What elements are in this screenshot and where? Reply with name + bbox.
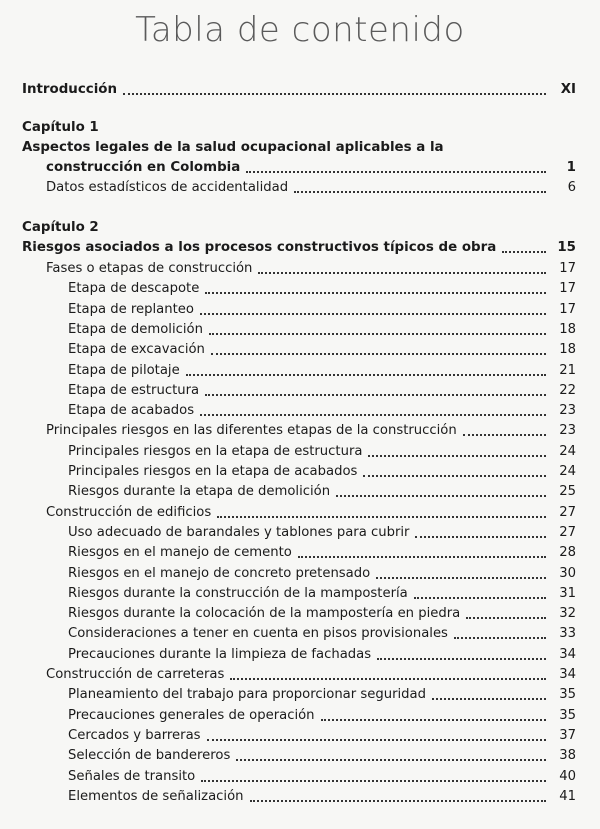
toc-entry[interactable] — [22, 298, 576, 318]
dot-leader — [294, 190, 546, 193]
toc-entry[interactable] — [22, 440, 576, 460]
entry-page: 35 — [559, 687, 576, 703]
entry-label: Etapa de acabados — [68, 403, 195, 419]
dot-leader — [363, 474, 546, 477]
entry-page: 31 — [559, 585, 576, 601]
entry-label: Construcción de edificios — [46, 504, 212, 520]
toc-entry-introduccion[interactable] — [22, 78, 576, 98]
dot-leader — [250, 799, 546, 802]
entry-page: 23 — [559, 423, 576, 439]
entry-label: construcción en Colombia — [46, 160, 241, 175]
entry-page: 25 — [559, 484, 576, 500]
dot-leader — [211, 352, 546, 355]
entry-page: 28 — [559, 545, 576, 561]
toc-entry[interactable] — [22, 338, 576, 358]
entry-label: Etapa de pilotaje — [68, 362, 180, 378]
toc-entry[interactable] — [22, 521, 576, 541]
toc-entry[interactable] — [22, 480, 576, 500]
entry-page: 27 — [559, 524, 576, 540]
toc-entry-chapter-1[interactable] — [22, 156, 576, 176]
dot-leader — [376, 576, 546, 579]
entry-label: Principales riesgos en la etapa de acabados — [68, 464, 358, 479]
entry-page: 21 — [559, 362, 576, 378]
entry-label: Riesgos durante la construcción de la mampostería — [68, 585, 408, 601]
entry-label: Etapa de descapote — [68, 281, 200, 297]
dot-leader — [200, 312, 546, 315]
entry-label: Consideraciones a tener en cuenta en pisos provisionales — [68, 626, 448, 642]
entry-label: Datos estadísticos de accidentalidad — [46, 180, 289, 195]
toc-entry[interactable] — [22, 419, 576, 439]
entry-label: Principales riesgos en las diferentes etapas de la construcción — [46, 423, 457, 439]
entry-label: Riesgos durante la etapa de demolición — [68, 484, 331, 500]
entry-page: 24 — [559, 443, 576, 459]
entry-label: Señales de transito — [68, 768, 196, 784]
toc-entry-datos-estadisticos[interactable] — [22, 176, 576, 196]
dot-leader — [123, 92, 546, 95]
dot-leader — [205, 393, 546, 396]
dot-leader — [321, 718, 546, 721]
toc-entry[interactable] — [22, 724, 576, 744]
entry-page: 34 — [559, 646, 576, 662]
entry-page: 15 — [557, 240, 576, 255]
toc-entry[interactable] — [22, 562, 576, 582]
entry-label: Etapa de excavación — [68, 342, 205, 358]
dot-leader — [201, 779, 546, 782]
entry-label: Precauciones generales de operación — [68, 707, 315, 723]
dot-leader — [415, 535, 546, 538]
entry-label: Riesgos durante la colocación de la mampostería en piedra — [68, 606, 461, 622]
entry-label: Fases o etapas de construcción — [46, 261, 253, 276]
dot-leader — [207, 738, 546, 741]
toc-entry[interactable] — [22, 744, 576, 764]
entry-label: Planeamiento del trabajo para proporcionar seguridad — [68, 687, 427, 703]
toc-entry[interactable] — [22, 501, 576, 521]
dot-leader — [200, 413, 546, 416]
dot-leader — [230, 677, 546, 680]
entry-page: 41 — [559, 788, 576, 804]
dot-leader — [186, 373, 546, 376]
toc-entry[interactable] — [22, 359, 576, 379]
chapter-1-title-line1: Aspectos legales de la salud ocupacional aplicables a la — [22, 140, 444, 155]
dot-leader — [414, 596, 546, 599]
dot-leader — [258, 271, 546, 274]
toc-entry[interactable] — [22, 765, 576, 785]
toc-entry[interactable] — [22, 602, 576, 622]
entry-label: Etapa de estructura — [68, 382, 200, 398]
toc-entry-chapter-2[interactable] — [22, 236, 576, 256]
dot-leader — [246, 170, 546, 173]
entry-page: XI — [560, 82, 576, 97]
entry-page: 34 — [559, 667, 576, 682]
entry-page: 32 — [559, 606, 576, 622]
dot-leader — [209, 332, 546, 335]
toc-entry[interactable] — [22, 257, 576, 277]
entry-label: Elementos de señalización — [68, 788, 244, 804]
toc-entry[interactable] — [22, 683, 576, 703]
dot-leader — [236, 758, 546, 761]
entry-page: 33 — [559, 626, 576, 642]
dot-leader — [217, 515, 546, 518]
entry-page: 23 — [559, 403, 576, 419]
entry-page: 35 — [559, 707, 576, 723]
entry-label: Riesgos en el manejo de concreto pretensado — [68, 565, 371, 581]
chapter-1-heading: Capítulo 1 — [22, 120, 99, 135]
entry-page: 24 — [559, 464, 576, 479]
entry-page: 18 — [559, 342, 576, 358]
entry-label: Etapa de demolición — [68, 321, 203, 337]
entry-label: Principales riesgos en la etapa de estructura — [68, 443, 363, 459]
page-title: Tabla de contenido — [135, 10, 465, 50]
toc-entry[interactable] — [22, 622, 576, 642]
dot-leader — [432, 697, 546, 700]
toc-entry[interactable] — [22, 704, 576, 724]
entry-page: 30 — [559, 565, 576, 581]
entry-label: Riesgos asociados a los procesos constructivos típicos de obra — [22, 240, 497, 255]
entry-label: Cercados y barreras — [68, 727, 201, 743]
entry-page: 27 — [559, 504, 576, 520]
dot-leader — [298, 555, 546, 558]
entry-page: 37 — [559, 727, 576, 743]
toc-entry[interactable] — [22, 460, 576, 480]
dot-leader — [377, 657, 546, 660]
entry-page: 6 — [567, 180, 576, 195]
entry-page: 1 — [566, 160, 576, 175]
toc-entry[interactable] — [22, 785, 576, 805]
entry-label: Construcción de carreteras — [46, 667, 225, 682]
toc-entry[interactable] — [22, 643, 576, 663]
dot-leader — [502, 250, 546, 253]
dot-leader — [368, 454, 546, 457]
entry-page: 17 — [559, 301, 576, 317]
dot-leader — [205, 291, 546, 294]
dot-leader — [454, 636, 546, 639]
toc-entry[interactable] — [22, 318, 576, 338]
entry-page: 17 — [559, 261, 576, 276]
dot-leader — [463, 433, 546, 436]
entry-page: 17 — [559, 281, 576, 297]
entry-label: Introducción — [22, 82, 118, 97]
entry-label: Uso adecuado de barandales y tablones para cubrir — [68, 524, 410, 540]
dot-leader — [336, 494, 546, 497]
entry-page: 40 — [559, 768, 576, 784]
entry-page: 18 — [559, 321, 576, 337]
toc-entry[interactable] — [22, 663, 576, 683]
entry-label: Selección de bandereros — [68, 748, 231, 764]
entry-page: 22 — [559, 382, 576, 398]
dot-leader — [466, 616, 546, 619]
entry-label: Riesgos en el manejo de cemento — [68, 545, 292, 561]
entry-label: Precauciones durante la limpieza de fachadas — [68, 646, 372, 662]
toc-entry[interactable] — [22, 379, 576, 399]
entry-label: Etapa de replanteo — [68, 301, 194, 317]
entry-page: 38 — [559, 748, 576, 764]
toc-entry[interactable] — [22, 582, 576, 602]
toc-entry[interactable] — [22, 399, 576, 419]
toc-entry[interactable] — [22, 541, 576, 561]
chapter-2-heading: Capítulo 2 — [22, 220, 99, 235]
toc-entry[interactable] — [22, 277, 576, 297]
